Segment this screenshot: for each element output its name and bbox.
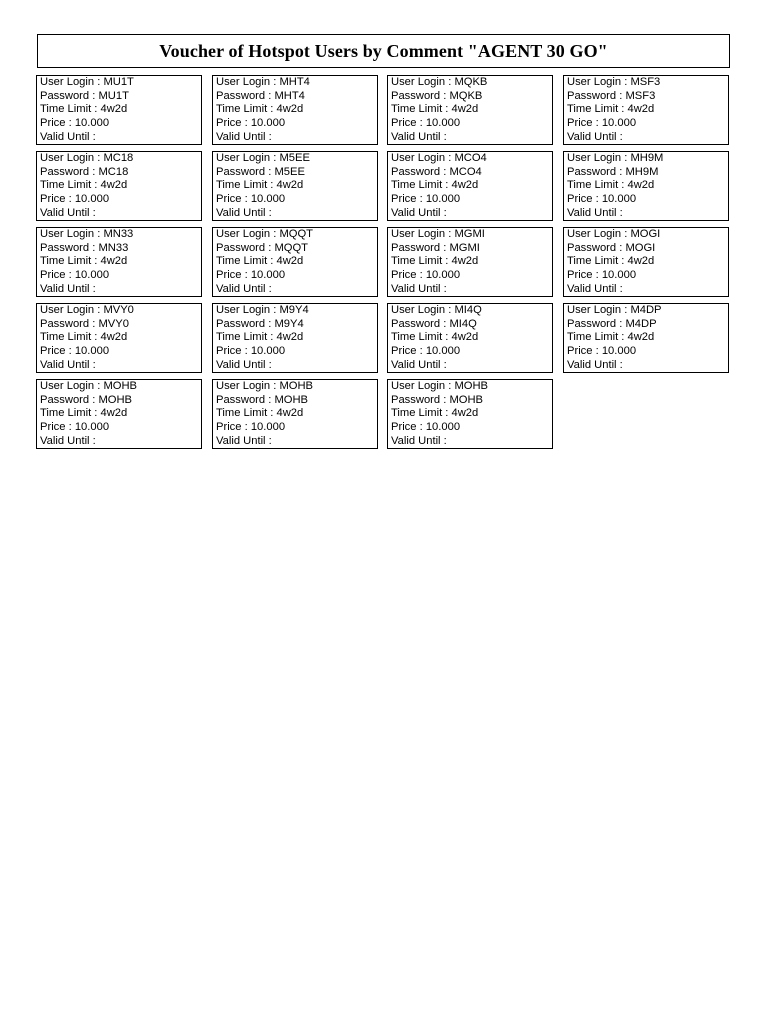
voucher-password-label: Password : (567, 165, 626, 178)
voucher-user-login-value: M9Y4 (279, 304, 309, 316)
voucher-password (216, 242, 377, 256)
voucher-card (212, 151, 378, 221)
voucher-time-limit-label: Time Limit : (40, 331, 101, 344)
voucher-password (40, 242, 201, 256)
voucher-password-value: M9Y4 (274, 317, 304, 330)
voucher-time-limit-value: 4w2d (100, 179, 128, 192)
voucher-valid-until-label: Valid Until : (216, 282, 272, 295)
voucher-price-label: Price : (391, 193, 426, 206)
voucher-user-login-value: MGMI (454, 228, 485, 240)
voucher-price-label: Price : (40, 345, 75, 358)
voucher-password (567, 318, 728, 332)
voucher-price-value: 10.000 (601, 345, 637, 358)
voucher-price-label: Price : (391, 117, 426, 130)
voucher-user-login-value: MOHB (454, 380, 488, 392)
voucher-price-label: Price : (216, 421, 251, 434)
voucher-card (563, 151, 729, 221)
voucher-card (36, 151, 202, 221)
voucher-time-limit-value: 4w2d (276, 103, 304, 116)
voucher-user-login (40, 380, 201, 394)
voucher-valid-until (391, 207, 552, 221)
voucher-price (216, 117, 377, 131)
voucher-password-label: Password : (40, 165, 99, 178)
voucher-time-limit-value: 4w2d (451, 255, 479, 268)
voucher-card (212, 303, 378, 373)
voucher-user-login-label: User Login : (391, 304, 455, 316)
voucher-user-login-label: User Login : (216, 228, 280, 240)
voucher-password-label: Password : (40, 89, 99, 102)
voucher-price-value: 10.000 (74, 117, 110, 130)
voucher-valid-until (391, 131, 552, 145)
voucher-price-label: Price : (567, 269, 602, 282)
voucher-price (40, 421, 201, 435)
voucher-user-login-value: MHT4 (279, 76, 310, 88)
voucher-time-limit-value: 4w2d (627, 331, 655, 344)
voucher-valid-until (567, 207, 728, 221)
voucher-password-label: Password : (40, 241, 99, 254)
voucher-password (40, 394, 201, 408)
voucher-password-value: MOGI (625, 241, 656, 254)
voucher-card (387, 303, 553, 373)
voucher-password-label: Password : (216, 241, 275, 254)
voucher-price-value: 10.000 (250, 193, 286, 206)
voucher-user-login-label: User Login : (391, 380, 455, 392)
voucher-user-login-label: User Login : (40, 152, 104, 164)
voucher-user-login-value: MQQT (279, 228, 313, 240)
voucher-user-login-label: User Login : (391, 228, 455, 240)
voucher-time-limit (391, 255, 552, 269)
voucher-time-limit-label: Time Limit : (567, 179, 628, 192)
voucher-valid-until-label: Valid Until : (40, 434, 96, 447)
voucher-time-limit (40, 103, 201, 117)
voucher-price-label: Price : (216, 117, 251, 130)
voucher-price (40, 193, 201, 207)
voucher-valid-until-label: Valid Until : (567, 282, 623, 295)
voucher-price (40, 117, 201, 131)
voucher-time-limit-label: Time Limit : (40, 103, 101, 116)
voucher-price (40, 345, 201, 359)
voucher-user-login (391, 304, 552, 318)
voucher-password-value: MH9M (625, 165, 659, 178)
voucher-price (40, 269, 201, 283)
voucher-valid-until (40, 207, 201, 221)
voucher-time-limit-value: 4w2d (627, 103, 655, 116)
voucher-user-login-label: User Login : (391, 76, 455, 88)
voucher-time-limit-value: 4w2d (276, 179, 304, 192)
voucher-valid-until (567, 283, 728, 297)
voucher-password (216, 318, 377, 332)
voucher-price-label: Price : (216, 345, 251, 358)
voucher-user-login (567, 304, 728, 318)
voucher-card (563, 303, 729, 373)
voucher-user-login-value: M4DP (630, 304, 662, 316)
voucher-password-value: MOHB (449, 393, 484, 406)
voucher-valid-until (216, 283, 377, 297)
voucher-user-login-label: User Login : (391, 152, 455, 164)
voucher-price (216, 193, 377, 207)
voucher-password-label: Password : (391, 317, 450, 330)
voucher-valid-until-label: Valid Until : (40, 206, 96, 219)
voucher-time-limit-label: Time Limit : (216, 103, 277, 116)
voucher-price (216, 421, 377, 435)
voucher-time-limit (567, 255, 728, 269)
voucher-price-value: 10.000 (601, 117, 637, 130)
voucher-price-label: Price : (40, 117, 75, 130)
voucher-valid-until (567, 359, 728, 373)
voucher-time-limit-label: Time Limit : (391, 179, 452, 192)
voucher-valid-until (391, 435, 552, 449)
voucher-card (212, 379, 378, 449)
voucher-password (567, 166, 728, 180)
voucher-user-login-value: MH9M (630, 152, 664, 164)
voucher-user-login-label: User Login : (567, 304, 631, 316)
voucher-card (212, 227, 378, 297)
voucher-time-limit (391, 179, 552, 193)
voucher-user-login (40, 304, 201, 318)
voucher-time-limit (216, 255, 377, 269)
voucher-valid-until (216, 359, 377, 373)
voucher-user-login-label: User Login : (216, 380, 280, 392)
voucher-password-value: MN33 (98, 241, 129, 254)
voucher-password-value: MU1T (98, 89, 129, 102)
voucher-price (391, 421, 552, 435)
voucher-user-login-value: MSF3 (630, 76, 661, 88)
voucher-user-login-value: MQKB (454, 76, 488, 88)
voucher-price-value: 10.000 (601, 269, 637, 282)
voucher-valid-until-label: Valid Until : (567, 358, 623, 371)
voucher-password-label: Password : (567, 89, 626, 102)
voucher-price (567, 117, 728, 131)
voucher-user-login-value: MU1T (103, 76, 134, 88)
voucher-time-limit-value: 4w2d (276, 331, 304, 344)
voucher-valid-until-label: Valid Until : (40, 358, 96, 371)
voucher-password-value: M4DP (625, 317, 657, 330)
voucher-user-login-value: M5EE (279, 152, 310, 164)
voucher-valid-until-label: Valid Until : (40, 130, 96, 143)
voucher-valid-until-label: Valid Until : (391, 130, 447, 143)
voucher-price-value: 10.000 (74, 421, 110, 434)
voucher-user-login-label: User Login : (40, 76, 104, 88)
voucher-password-label: Password : (567, 241, 626, 254)
voucher-price-label: Price : (391, 269, 426, 282)
voucher-password (391, 242, 552, 256)
voucher-user-login (391, 228, 552, 242)
voucher-time-limit-label: Time Limit : (391, 407, 452, 420)
voucher-time-limit (40, 407, 201, 421)
voucher-price-value: 10.000 (74, 269, 110, 282)
voucher-user-login-value: MOGI (630, 228, 661, 240)
voucher-card (36, 75, 202, 145)
voucher-time-limit (216, 331, 377, 345)
voucher-user-login-label: User Login : (216, 76, 280, 88)
voucher-user-login-label: User Login : (40, 380, 104, 392)
voucher-time-limit-label: Time Limit : (216, 255, 277, 268)
voucher-time-limit-value: 4w2d (276, 407, 304, 420)
voucher-user-login-label: User Login : (40, 228, 104, 240)
voucher-user-login-value: MI4Q (454, 304, 482, 316)
voucher-price-value: 10.000 (74, 193, 110, 206)
voucher-password-value: MI4Q (449, 317, 477, 330)
voucher-price-label: Price : (567, 117, 602, 130)
voucher-password-label: Password : (216, 393, 275, 406)
voucher-user-login-label: User Login : (567, 228, 631, 240)
voucher-user-login-label: User Login : (40, 304, 104, 316)
voucher-time-limit-value: 4w2d (627, 179, 655, 192)
voucher-password (40, 90, 201, 104)
voucher-valid-until (391, 359, 552, 373)
voucher-time-limit (391, 331, 552, 345)
voucher-password-value: MOHB (98, 393, 133, 406)
voucher-card (36, 379, 202, 449)
voucher-price (391, 117, 552, 131)
voucher-card (212, 75, 378, 145)
voucher-password-value: MCO4 (449, 165, 482, 178)
voucher-price-value: 10.000 (425, 345, 461, 358)
voucher-valid-until (567, 131, 728, 145)
voucher-valid-until (391, 283, 552, 297)
voucher-price-label: Price : (567, 345, 602, 358)
voucher-price-label: Price : (40, 421, 75, 434)
voucher-password-label: Password : (391, 165, 450, 178)
voucher-password-label: Password : (567, 317, 626, 330)
voucher-time-limit-value: 4w2d (451, 407, 479, 420)
voucher-user-login-label: User Login : (216, 152, 280, 164)
voucher-user-login (216, 152, 377, 166)
voucher-price (567, 269, 728, 283)
voucher-price (216, 269, 377, 283)
voucher-password-label: Password : (391, 393, 450, 406)
voucher-password-label: Password : (40, 317, 99, 330)
voucher-time-limit (391, 407, 552, 421)
voucher-user-login (40, 152, 201, 166)
voucher-price (391, 193, 552, 207)
voucher-card (563, 75, 729, 145)
voucher-valid-until-label: Valid Until : (391, 434, 447, 447)
voucher-valid-until-label: Valid Until : (567, 206, 623, 219)
voucher-price-label: Price : (391, 345, 426, 358)
voucher-user-login (391, 380, 552, 394)
voucher-password (216, 166, 377, 180)
voucher-valid-until (216, 435, 377, 449)
voucher-password-value: MSF3 (625, 89, 656, 102)
voucher-time-limit (216, 407, 377, 421)
voucher-valid-until (216, 131, 377, 145)
voucher-time-limit-value: 4w2d (100, 103, 128, 116)
voucher-password-value: MC18 (98, 165, 129, 178)
voucher-user-login-label: User Login : (567, 152, 631, 164)
voucher-time-limit-label: Time Limit : (40, 255, 101, 268)
voucher-user-login (391, 76, 552, 90)
voucher-card (36, 303, 202, 373)
voucher-password (216, 90, 377, 104)
voucher-password (391, 166, 552, 180)
voucher-password-label: Password : (391, 241, 450, 254)
voucher-user-login (567, 76, 728, 90)
voucher-time-limit (567, 179, 728, 193)
voucher-price-value: 10.000 (250, 269, 286, 282)
voucher-price-label: Price : (40, 269, 75, 282)
voucher-price-value: 10.000 (74, 345, 110, 358)
title-box (37, 34, 730, 68)
voucher-card (387, 379, 553, 449)
voucher-price (391, 269, 552, 283)
voucher-valid-until (40, 435, 201, 449)
voucher-card (387, 75, 553, 145)
voucher-time-limit-value: 4w2d (627, 255, 655, 268)
voucher-time-limit-label: Time Limit : (216, 407, 277, 420)
voucher-price (567, 193, 728, 207)
voucher-user-login (40, 228, 201, 242)
voucher-card (563, 227, 729, 297)
voucher-password (567, 90, 728, 104)
voucher-price-value: 10.000 (250, 117, 286, 130)
voucher-time-limit-value: 4w2d (100, 255, 128, 268)
voucher-card (387, 151, 553, 221)
voucher-price (567, 345, 728, 359)
voucher-time-limit (567, 331, 728, 345)
voucher-user-login-value: MC18 (103, 152, 134, 164)
voucher-time-limit-label: Time Limit : (40, 179, 101, 192)
voucher-user-login-value: MOHB (279, 380, 313, 392)
voucher-valid-until-label: Valid Until : (216, 206, 272, 219)
voucher-time-limit-value: 4w2d (276, 255, 304, 268)
voucher-password (391, 394, 552, 408)
voucher-price-label: Price : (216, 269, 251, 282)
voucher-user-login (391, 152, 552, 166)
voucher-price-value: 10.000 (425, 269, 461, 282)
voucher-user-login (40, 76, 201, 90)
voucher-password-value: MQKB (449, 89, 483, 102)
voucher-time-limit-label: Time Limit : (391, 255, 452, 268)
voucher-price-label: Price : (40, 193, 75, 206)
voucher-time-limit (216, 179, 377, 193)
voucher-valid-until-label: Valid Until : (391, 358, 447, 371)
voucher-time-limit (40, 255, 201, 269)
voucher-time-limit-value: 4w2d (100, 331, 128, 344)
voucher-time-limit (40, 331, 201, 345)
voucher-password-value: MGMI (449, 241, 480, 254)
voucher-user-login (216, 228, 377, 242)
voucher-password (40, 166, 201, 180)
voucher-price-label: Price : (391, 421, 426, 434)
voucher-time-limit-value: 4w2d (451, 179, 479, 192)
voucher-password-label: Password : (40, 393, 99, 406)
voucher-password (216, 394, 377, 408)
voucher-user-login-value: MVY0 (103, 304, 134, 316)
voucher-time-limit-label: Time Limit : (40, 407, 101, 420)
page-title: Voucher of Hotspot Users by Comment "AGENT 30 GO" (159, 40, 608, 61)
voucher-password (391, 90, 552, 104)
voucher-password-value: MVY0 (98, 317, 129, 330)
voucher-user-login (216, 380, 377, 394)
voucher-price-value: 10.000 (601, 193, 637, 206)
voucher-password (391, 318, 552, 332)
voucher-valid-until-label: Valid Until : (391, 206, 447, 219)
voucher-user-login-value: MN33 (103, 228, 134, 240)
voucher-valid-until-label: Valid Until : (391, 282, 447, 295)
voucher-password-label: Password : (216, 165, 275, 178)
voucher-valid-until-label: Valid Until : (216, 358, 272, 371)
voucher-price-label: Price : (216, 193, 251, 206)
voucher-time-limit-value: 4w2d (100, 407, 128, 420)
voucher-valid-until (40, 283, 201, 297)
voucher-card (387, 227, 553, 297)
voucher-time-limit-label: Time Limit : (216, 331, 277, 344)
voucher-user-login (216, 304, 377, 318)
voucher-valid-until (40, 359, 201, 373)
voucher-price (391, 345, 552, 359)
voucher-price-value: 10.000 (425, 193, 461, 206)
voucher-time-limit (216, 103, 377, 117)
voucher-valid-until (40, 131, 201, 145)
voucher-time-limit-value: 4w2d (451, 103, 479, 116)
voucher-time-limit-label: Time Limit : (567, 103, 628, 116)
voucher-user-login-value: MOHB (103, 380, 137, 392)
voucher-user-login (216, 76, 377, 90)
voucher-user-login-label: User Login : (567, 76, 631, 88)
voucher-password-value: MHT4 (274, 89, 305, 102)
voucher-valid-until (216, 207, 377, 221)
voucher-price (216, 345, 377, 359)
voucher-user-login (567, 228, 728, 242)
voucher-time-limit (391, 103, 552, 117)
voucher-valid-until-label: Valid Until : (216, 434, 272, 447)
voucher-valid-until-label: Valid Until : (567, 130, 623, 143)
voucher-valid-until-label: Valid Until : (40, 282, 96, 295)
voucher-password-value: MQQT (274, 241, 309, 254)
voucher-price-value: 10.000 (425, 117, 461, 130)
voucher-user-login (567, 152, 728, 166)
voucher-card (36, 227, 202, 297)
voucher-password (567, 242, 728, 256)
voucher-time-limit-label: Time Limit : (391, 103, 452, 116)
voucher-time-limit-value: 4w2d (451, 331, 479, 344)
voucher-password-label: Password : (216, 89, 275, 102)
voucher-password (40, 318, 201, 332)
voucher-password-label: Password : (216, 317, 275, 330)
voucher-password-value: MOHB (274, 393, 309, 406)
voucher-time-limit (567, 103, 728, 117)
voucher-valid-until-label: Valid Until : (216, 130, 272, 143)
voucher-user-login-label: User Login : (216, 304, 280, 316)
voucher-time-limit (40, 179, 201, 193)
voucher-time-limit-label: Time Limit : (567, 255, 628, 268)
voucher-time-limit-label: Time Limit : (216, 179, 277, 192)
voucher-time-limit-label: Time Limit : (391, 331, 452, 344)
voucher-price-value: 10.000 (425, 421, 461, 434)
voucher-price-value: 10.000 (250, 421, 286, 434)
voucher-price-value: 10.000 (250, 345, 286, 358)
voucher-price-label: Price : (567, 193, 602, 206)
voucher-password-value: M5EE (274, 165, 305, 178)
voucher-user-login-value: MCO4 (454, 152, 487, 164)
voucher-time-limit-label: Time Limit : (567, 331, 628, 344)
voucher-password-label: Password : (391, 89, 450, 102)
